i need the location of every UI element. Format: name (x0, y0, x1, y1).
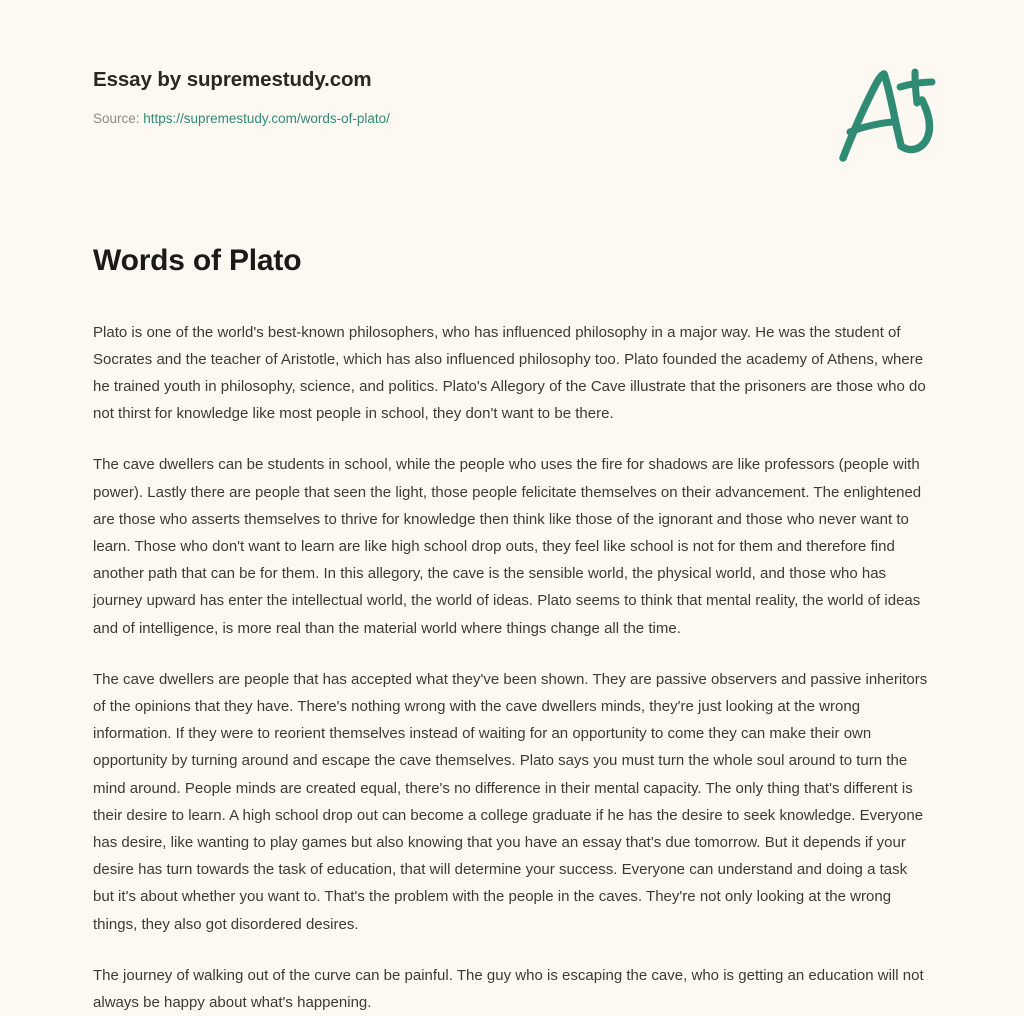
article-paragraph: The journey of walking out of the curve can be painful. The guy who is escaping the cave, who is getting an education will not always be happy about what's happening. (93, 962, 931, 1016)
article-body (93, 319, 931, 1016)
site-byline: Essay by supremestudy.com (93, 68, 390, 93)
article-paragraph: Plato is one of the world's best-known philosophers, who has influenced philosophy in a major way. He was the student of Socrates and the teacher of Aristotle, which has also influenced philosophy too. Plato founded the academy of Athens, where he trained youth in philosophy, science, and politics. Plato's Allegory of the Cave illustrate that the prisoners are those who do not thirst for knowledge like most people in school, they don't want to be there. (93, 319, 931, 428)
a-plus-logo-icon (830, 62, 942, 166)
article-paragraph: The cave dwellers can be students in school, while the people who uses the fire for shadows are like professors (people with power). Lastly there are people that seen the light, those people felicitate themselves on their advancement. The enlightened are those who asserts themselves to thrive for knowledge then think like those of the ignorant and those who never want to learn. Those who don't want to learn are like high school drop outs, they feel like school is not for them and therefore find another path that can be for them. In this allegory, the cave is the sensible world, the physical world, and those who has journey upward has enter the intellectual world, the world of ideas. Plato seems to think that mental reality, the world of ideas and of intelligence, is more real than the material world where things change all the time. (93, 451, 931, 641)
source-label: Source: (93, 111, 143, 126)
page-title: Words of Plato (93, 242, 931, 280)
article-paragraph: The cave dwellers are people that has accepted what they've been shown. They are passive observers and passive inheritors of the opinions that they have. There's nothing wrong with the cave dwellers minds, they're just looking at the wrong information. If they were to reorient themselves instead of waiting for an opportunity to come they can make their own opportunity by turning around and escape the cave themselves. Plato says you must turn the whole soul around to turn the mind around. People minds are created equal, there's no difference in their mental capacity. The only thing that's different is their desire to learn. A high school drop out can become a college graduate if he has the desire to seek knowledge. Everyone has desire, like wanting to play games but also knowing that you have an essay that's due tomorrow. But it depends if your desire has turn towards the task of education, that will determine your success. Everyone can understand and doing a task but it's about whether you want to. That's the problem with the people in the caves. They're not only looking at the wrong things, they also got disordered desires. (93, 666, 931, 938)
source-url-link[interactable]: https://supremestudy.com/words-of-plato/ (143, 111, 390, 126)
article (93, 242, 931, 1016)
source-line (93, 110, 390, 128)
header-left (93, 68, 390, 127)
